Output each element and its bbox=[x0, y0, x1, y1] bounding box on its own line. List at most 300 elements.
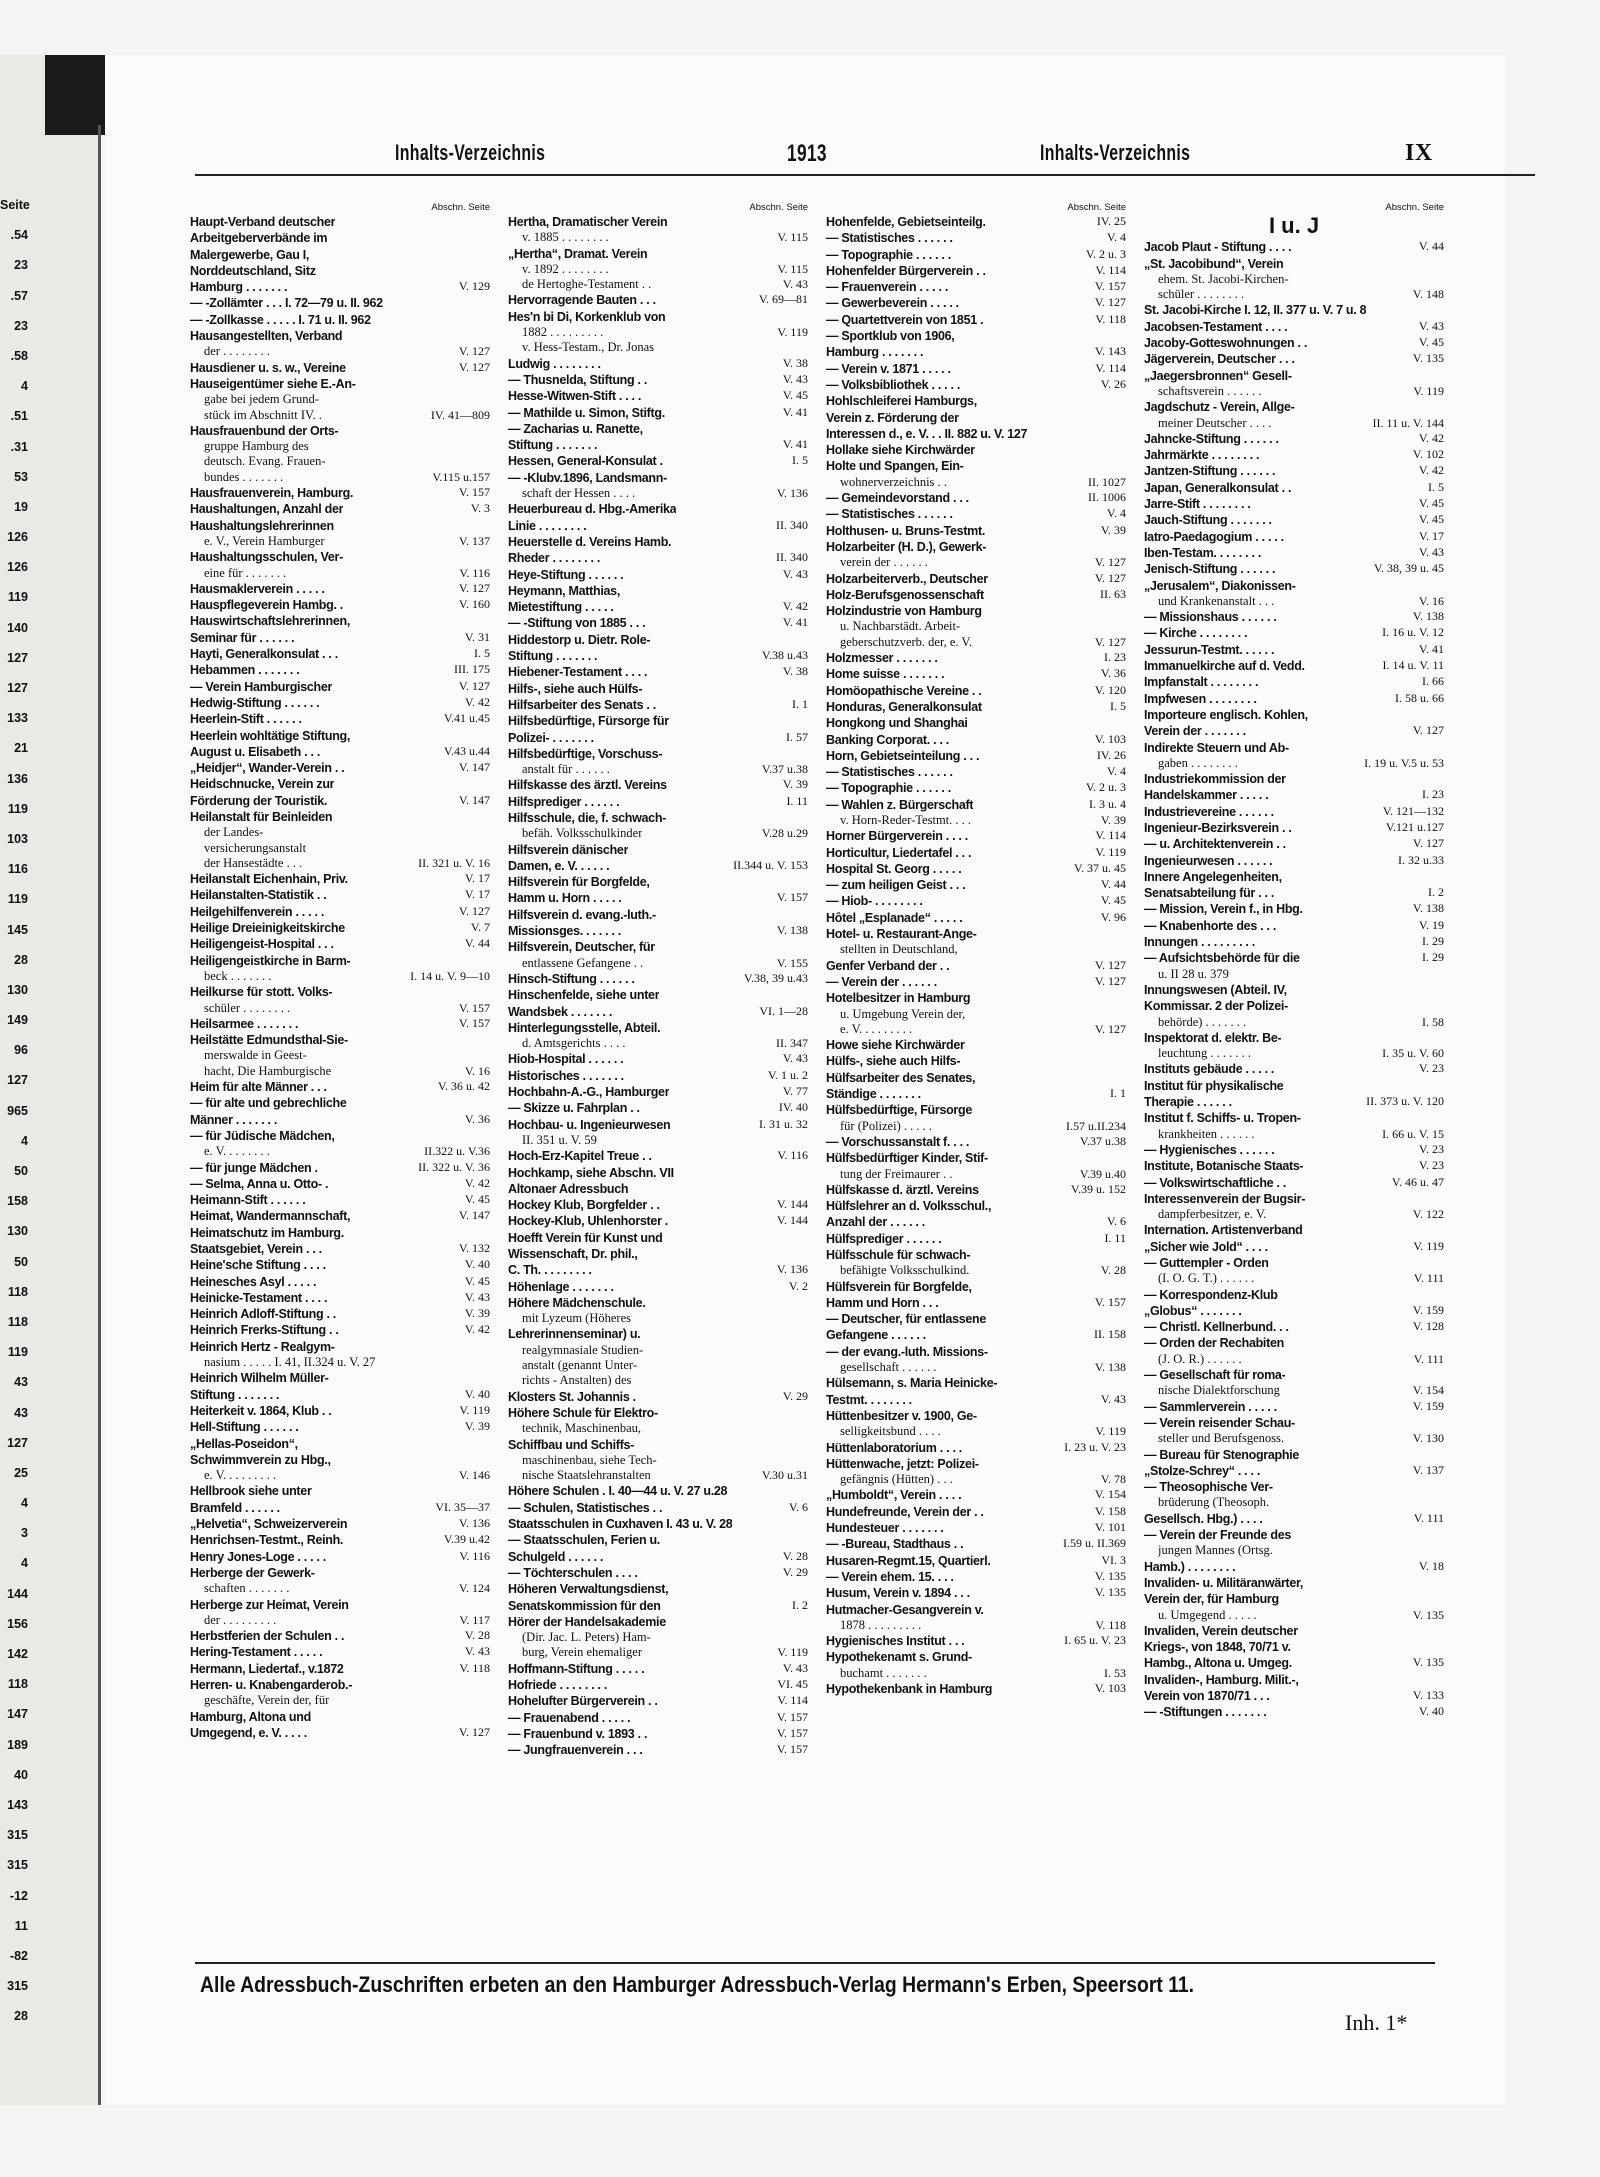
entry-reference bbox=[1438, 256, 1444, 272]
entry-name: Hülfslehrer an d. Volksschul., bbox=[826, 1199, 992, 1214]
entry-name: Jessurun-Testmt. . . . . . bbox=[1144, 642, 1275, 657]
entry-reference: V.39 u.40 bbox=[1079, 1166, 1126, 1181]
entry-reference bbox=[802, 1311, 808, 1326]
index-entry bbox=[1144, 496, 1444, 512]
index-entry bbox=[508, 730, 808, 746]
index-entry bbox=[1144, 512, 1444, 528]
entry-name: „Jerusalem“, Diakonissen- bbox=[1144, 578, 1296, 593]
entry-reference: V. 42 bbox=[782, 599, 808, 614]
adjacent-page-number: 50 bbox=[14, 1254, 28, 1269]
entry-reference: V. 69—81 bbox=[758, 292, 808, 307]
entry-reference bbox=[1120, 715, 1126, 731]
entry-reference: V. 135 bbox=[1412, 351, 1444, 366]
index-entry bbox=[1144, 1142, 1444, 1158]
entry-name: 1878 . . . . . . . . . bbox=[840, 1617, 922, 1632]
index-entry bbox=[190, 408, 490, 423]
entry-name: Hervorragende Bauten . . . bbox=[508, 293, 656, 308]
entry-reference: V. 43 bbox=[1418, 318, 1444, 333]
index-entry bbox=[1144, 1271, 1444, 1286]
index-entry bbox=[508, 1581, 808, 1597]
index-entry bbox=[508, 214, 808, 230]
entry-name: Hilfsverein, Deutscher, für bbox=[508, 940, 655, 955]
adjacent-page-number: 315 bbox=[7, 1858, 28, 1873]
footer-signature: Inh. 1* bbox=[1345, 2010, 1408, 2035]
entry-name: Instituts gebäude . . . . . bbox=[1144, 1062, 1275, 1077]
index-entry bbox=[826, 910, 1126, 926]
entry-reference: V. 42 bbox=[1418, 463, 1444, 478]
entry-name: — Aufsichtsbehörde für die bbox=[1144, 951, 1300, 966]
index-entry bbox=[190, 597, 490, 613]
entry-reference bbox=[802, 1230, 808, 1246]
entry-reference bbox=[802, 1246, 808, 1262]
entry-reference: V. 157 bbox=[458, 1000, 490, 1015]
entry-reference: V. 138 bbox=[1094, 1360, 1126, 1375]
entry-name: „Hellas-Poseidon“, bbox=[190, 1436, 298, 1451]
entry-reference: I. 35 u. V. 60 bbox=[1382, 1046, 1444, 1061]
entry-reference: V. 119 bbox=[1413, 1238, 1444, 1253]
entry-name: Missionsges. . . . . . . bbox=[508, 924, 621, 939]
entry-name: Hell-Stiftung . . . . . . bbox=[190, 1420, 299, 1435]
index-entry bbox=[826, 1666, 1126, 1681]
entry-name: versicherungsanstalt bbox=[204, 840, 307, 855]
index-entry bbox=[826, 361, 1126, 377]
index-entry bbox=[1144, 1110, 1444, 1126]
entry-reference bbox=[802, 1532, 808, 1548]
index-entry bbox=[190, 809, 490, 825]
entry-name: Hôtel „Esplanade“ . . . . . bbox=[826, 910, 963, 925]
index-entry bbox=[190, 1549, 490, 1565]
entry-reference: V. 136 bbox=[776, 486, 808, 501]
entry-reference: V. 103 bbox=[1094, 1681, 1126, 1696]
entry-reference: V. 36 bbox=[464, 1111, 490, 1126]
index-entry bbox=[1144, 1367, 1444, 1383]
entry-reference: V. 26 bbox=[1100, 376, 1126, 391]
entry-name: schaften . . . . . . . bbox=[204, 1581, 290, 1596]
adjacent-page-number: 130 bbox=[7, 982, 28, 997]
index-entry bbox=[190, 1387, 490, 1403]
entry-reference: V. 41 bbox=[782, 437, 808, 452]
index-entry bbox=[508, 372, 808, 388]
entry-name: Hülfsprediger . . . . . . bbox=[826, 1231, 942, 1246]
entry-name: u. II 28 u. 379 bbox=[1158, 966, 1229, 981]
entry-reference bbox=[1438, 1623, 1444, 1639]
entry-name: Heiligengeist-Hospital . . . bbox=[190, 937, 334, 952]
entry-name: Rheder . . . . . . . . bbox=[508, 551, 601, 566]
index-entry bbox=[826, 1150, 1126, 1166]
entry-name: Hes'n bi Di, Korkenklub von bbox=[508, 309, 666, 324]
entry-name: Hygienisches Institut . . . bbox=[826, 1634, 965, 1649]
entry-reference bbox=[1120, 1311, 1126, 1327]
entry-reference: V.38 u.43 bbox=[761, 648, 808, 663]
entry-name: Heilanstalt für Beinleiden bbox=[190, 809, 333, 824]
entry-reference bbox=[1438, 967, 1444, 982]
entry-reference bbox=[1438, 1335, 1444, 1351]
entry-name: schüler . . . . . . . . bbox=[1158, 287, 1245, 302]
index-entry bbox=[190, 920, 490, 936]
index-entry bbox=[190, 230, 490, 246]
entry-reference bbox=[1120, 1375, 1126, 1391]
index-entry bbox=[1144, 787, 1444, 803]
index-entry bbox=[190, 711, 490, 727]
entry-reference bbox=[484, 1565, 490, 1581]
index-entry bbox=[826, 230, 1126, 246]
entry-reference bbox=[1438, 998, 1444, 1014]
entry-reference: V. 42 bbox=[1418, 430, 1444, 445]
index-entry bbox=[508, 1598, 808, 1614]
index-entry bbox=[508, 1117, 808, 1133]
index-entry bbox=[1144, 998, 1444, 1014]
index-entry bbox=[826, 926, 1126, 942]
entry-reference bbox=[484, 776, 490, 792]
index-entry bbox=[190, 728, 490, 744]
entry-name: Hilfsschule, die, f. schwach- bbox=[508, 810, 667, 825]
entry-reference: V. 43 bbox=[464, 1289, 490, 1304]
entry-reference: V. 115 bbox=[777, 230, 808, 245]
entry-reference: V. 119 bbox=[1095, 1424, 1126, 1439]
entry-name: Senatskommission für den bbox=[508, 1598, 661, 1613]
entry-name: (Dir. Jac. L. Peters) Ham- bbox=[522, 1630, 651, 1645]
index-entry bbox=[190, 1613, 490, 1628]
index-entry bbox=[826, 1279, 1126, 1295]
entry-name: tung der Freimaurer . . bbox=[840, 1166, 953, 1181]
entry-name: — Jungfrauenverein . . . bbox=[508, 1743, 643, 1758]
entry-name: deutsch. Evang. Frauen- bbox=[204, 454, 326, 469]
entry-name: Hülfsbedürftige, Fürsorge bbox=[826, 1103, 972, 1118]
index-entry bbox=[826, 1618, 1126, 1633]
entry-name: Importeure englisch. Kohlen, bbox=[1144, 707, 1308, 722]
index-entry bbox=[190, 1032, 490, 1048]
entry-name: beck . . . . . . . bbox=[204, 968, 272, 983]
index-entry bbox=[508, 1197, 808, 1213]
entry-name: Hülfsarbeiter des Senates, bbox=[826, 1070, 976, 1085]
entry-name: Höhenlage . . . . . . . bbox=[508, 1279, 614, 1294]
entry-reference: V.28 u.29 bbox=[761, 826, 808, 841]
entry-reference: V. 122 bbox=[1412, 1207, 1444, 1222]
header-right-title: Inhalts-Verzeichnis bbox=[1040, 140, 1191, 165]
index-entry bbox=[1144, 1030, 1444, 1046]
entry-reference: I. 66 bbox=[1422, 674, 1444, 689]
entry-reference: II. 11 u. V. 144 bbox=[1372, 415, 1444, 430]
entry-reference: V. 45 bbox=[464, 1192, 490, 1207]
entry-name: — -Stiftung von 1885 . . . bbox=[508, 616, 646, 631]
index-entry bbox=[826, 893, 1126, 909]
index-entry bbox=[826, 1231, 1126, 1247]
adjacent-page-number: 158 bbox=[7, 1194, 28, 1209]
index-entry bbox=[826, 377, 1126, 393]
entry-name: — Topographie . . . . . . bbox=[826, 247, 951, 262]
index-entry bbox=[826, 1649, 1126, 1665]
adjacent-page-number: 142 bbox=[7, 1647, 28, 1661]
entry-name: Jarre-Stift . . . . . . . . bbox=[1144, 497, 1251, 512]
index-entry bbox=[508, 340, 808, 355]
index-entry bbox=[508, 1630, 808, 1645]
index-entry bbox=[190, 1677, 490, 1693]
entry-reference: II.322 u. V.36 bbox=[424, 1144, 490, 1159]
index-entry bbox=[826, 845, 1126, 861]
index-entry bbox=[190, 613, 490, 629]
entry-reference bbox=[802, 583, 808, 599]
index-entry bbox=[508, 453, 808, 469]
index-entry bbox=[1144, 416, 1444, 431]
entry-name: Iben-Testam. . . . . . . . bbox=[1144, 545, 1261, 560]
adjacent-page-number: 140 bbox=[7, 620, 28, 635]
entry-name: Wissenschaft, Dr. phil., bbox=[508, 1247, 638, 1261]
entry-reference: V. 135 bbox=[1412, 1655, 1444, 1670]
index-entry bbox=[826, 1198, 1126, 1214]
entry-reference: II. 1006 bbox=[1088, 490, 1126, 505]
entry-reference: V. 129 bbox=[458, 279, 490, 294]
entry-name: Hering-Testament . . . . . bbox=[190, 1645, 323, 1660]
entry-reference: V. 127 bbox=[1094, 570, 1126, 585]
index-entry bbox=[190, 344, 490, 359]
entry-name: II. 351 u. V. 59 bbox=[522, 1132, 597, 1147]
index-entry bbox=[508, 923, 808, 939]
index-entry bbox=[826, 214, 1126, 230]
index-entry bbox=[508, 1295, 808, 1311]
entry-name: bundes . . . . . . . bbox=[204, 469, 284, 484]
entry-reference bbox=[1120, 426, 1126, 442]
index-entry bbox=[826, 312, 1126, 328]
adjacent-page-number: 28 bbox=[14, 952, 28, 967]
entry-name: Heinrich Hertz - Realgym- bbox=[190, 1339, 335, 1354]
entry-reference: V. 78 bbox=[1100, 1472, 1126, 1487]
index-entry bbox=[1144, 740, 1444, 756]
entry-name: stück im Abschnitt IV. . bbox=[204, 407, 322, 422]
entry-reference: I. 3 u. 4 bbox=[1089, 796, 1126, 811]
entry-reference bbox=[802, 810, 808, 826]
entry-reference bbox=[1120, 1070, 1126, 1086]
entry-name: Bramfeld . . . . . . bbox=[190, 1500, 280, 1515]
adjacent-page-number: 25 bbox=[14, 1465, 28, 1480]
index-entry bbox=[190, 485, 490, 501]
entry-reference: V. 43 bbox=[782, 1660, 808, 1675]
entry-reference: V. 3 bbox=[470, 501, 490, 516]
entry-name: — Frauenverein . . . . . bbox=[826, 280, 949, 295]
adjacent-page-number: 127 bbox=[7, 650, 28, 665]
index-entry bbox=[190, 1144, 490, 1159]
entry-name: Hüttenlaboratorium . . . . bbox=[826, 1440, 962, 1455]
entry-name: Gefangene . . . . . . bbox=[826, 1328, 926, 1343]
adjacent-page-number: 315 bbox=[7, 1979, 28, 1994]
index-column-1 bbox=[190, 200, 490, 1910]
index-entry bbox=[1144, 1207, 1444, 1222]
entry-reference bbox=[802, 1614, 808, 1630]
entry-reference bbox=[484, 454, 490, 469]
entry-name: Staatsschulen in Cuxhaven I. 43 u. V. 28 bbox=[508, 1517, 733, 1532]
index-entry bbox=[190, 1581, 490, 1596]
index-entry bbox=[826, 1070, 1126, 1086]
entry-name: Hochbau- u. Ingenieurwesen bbox=[508, 1117, 671, 1132]
header-year: 1913 bbox=[787, 140, 827, 167]
entry-reference: I. 1 bbox=[1110, 1086, 1126, 1101]
entry-name: Hilfsbedürftige, Fürsorge für bbox=[508, 714, 669, 729]
index-entry bbox=[826, 603, 1126, 619]
entry-reference: V. 127 bbox=[1412, 723, 1444, 738]
entry-reference bbox=[1438, 1110, 1444, 1126]
entry-name: Schulgeld . . . . . . bbox=[508, 1549, 604, 1564]
entry-reference: V. 41 bbox=[1418, 641, 1444, 656]
adjacent-page-number: 43 bbox=[14, 1375, 28, 1390]
index-entry bbox=[826, 797, 1126, 813]
entry-name: gaben . . . . . . . . bbox=[1158, 755, 1238, 770]
entry-name: für (Polizei) . . . . . bbox=[840, 1118, 932, 1133]
entry-name: — Gesellschaft für roma- bbox=[1144, 1368, 1286, 1383]
index-entry bbox=[1144, 1061, 1444, 1077]
entry-name: Heuerbureau d. Hbg.-Amerika bbox=[508, 502, 677, 517]
entry-reference bbox=[1438, 1191, 1444, 1207]
entry-reference bbox=[1120, 1408, 1126, 1424]
entry-reference: V. 2 bbox=[788, 1278, 808, 1293]
entry-reference: V. 157 bbox=[776, 890, 808, 905]
entry-name: u. Umgebung Verein der, bbox=[840, 1006, 966, 1021]
entry-reference: V. 119 bbox=[1413, 383, 1444, 398]
entry-reference: I. 14 u. V. 11 bbox=[1382, 658, 1444, 673]
entry-name: — Skizze u. Fahrplan . . bbox=[508, 1101, 640, 1116]
entry-name: Verein der . . . . . . . bbox=[1144, 724, 1246, 739]
entry-name: entlassene Gefangene . . bbox=[522, 955, 644, 970]
index-entry bbox=[508, 971, 808, 987]
entry-reference: V. 154 bbox=[1094, 1487, 1126, 1502]
index-entry bbox=[508, 1677, 808, 1693]
entry-name: Interessenverein der Bugsir- bbox=[1144, 1191, 1306, 1206]
index-entry bbox=[1144, 1495, 1444, 1510]
entry-reference bbox=[802, 1437, 808, 1453]
entry-reference: V. 137 bbox=[1412, 1462, 1444, 1477]
entry-name: Heinicke-Testament . . . . bbox=[190, 1290, 328, 1305]
entry-reference: II.344 u. V. 153 bbox=[733, 857, 808, 872]
entry-name: Wandsbek . . . . . . . bbox=[508, 1004, 613, 1019]
index-entry bbox=[826, 539, 1126, 555]
entry-reference: V.37 u.38 bbox=[761, 762, 808, 777]
index-entry bbox=[190, 454, 490, 469]
entry-name: Jacobsen-Testament . . . . bbox=[1144, 319, 1288, 334]
index-entry bbox=[826, 1214, 1126, 1230]
index-entry bbox=[508, 567, 808, 583]
index-entry bbox=[508, 262, 808, 277]
index-entry bbox=[508, 1437, 808, 1453]
entry-name: Innungen . . . . . . . . . bbox=[1144, 935, 1255, 950]
entry-reference: V. 136 bbox=[776, 1262, 808, 1277]
index-entry bbox=[190, 936, 490, 952]
index-entry bbox=[190, 1516, 490, 1532]
index-entry bbox=[190, 1709, 490, 1725]
index-entry bbox=[508, 794, 808, 810]
index-entry bbox=[190, 1064, 490, 1079]
index-entry bbox=[826, 458, 1126, 474]
entry-reference: V. 124 bbox=[458, 1581, 490, 1596]
entry-name: — Schulen, Statistisches . . bbox=[508, 1500, 663, 1515]
entry-name: Lehrerinnenseminar) u. bbox=[508, 1327, 641, 1342]
entry-name: Heilanstalt Eichenhain, Priv. bbox=[190, 872, 348, 887]
entry-reference: I. 31 u. 32 bbox=[759, 1116, 808, 1131]
entry-reference: II. 63 bbox=[1100, 586, 1126, 601]
index-entry bbox=[508, 697, 808, 713]
index-entry bbox=[1144, 885, 1444, 901]
entry-reference bbox=[1438, 1639, 1444, 1655]
index-entry bbox=[826, 1167, 1126, 1182]
entry-name: Jahncke-Stiftung . . . . . . bbox=[1144, 431, 1279, 446]
index-entry bbox=[826, 1247, 1126, 1263]
index-entry bbox=[1144, 918, 1444, 934]
entry-name: „Jaegersbronnen“ Gesell- bbox=[1144, 368, 1292, 383]
index-entry bbox=[190, 376, 490, 392]
entry-name: Impfwesen . . . . . . . . bbox=[1144, 691, 1257, 706]
entry-reference bbox=[1120, 442, 1126, 458]
index-entry bbox=[826, 974, 1126, 990]
entry-name: Heinrich Wilhelm Müller- bbox=[190, 1371, 329, 1386]
index-entry bbox=[826, 1487, 1126, 1503]
entry-reference bbox=[484, 1452, 490, 1468]
index-entry bbox=[1144, 335, 1444, 351]
index-entry bbox=[190, 662, 490, 678]
entry-reference: V. 44 bbox=[1418, 239, 1444, 254]
entry-name: Hohenfelder Bürgerverein . . bbox=[826, 263, 986, 278]
entry-name: — Bureau für Stenographie bbox=[1144, 1447, 1300, 1462]
index-entry bbox=[190, 1565, 490, 1581]
index-entry bbox=[190, 1290, 490, 1306]
entry-name: v. 1885 . . . . . . . . bbox=[522, 230, 609, 245]
entry-reference: V. 1 u. 2 bbox=[767, 1067, 808, 1082]
entry-reference: V. 143 bbox=[1094, 344, 1126, 359]
index-entry bbox=[508, 325, 808, 340]
entry-reference: I. 58 bbox=[1422, 1014, 1444, 1029]
entry-reference bbox=[484, 1032, 490, 1048]
entry-name: burg, Verein ehemaliger bbox=[522, 1645, 642, 1660]
entry-reference bbox=[1120, 458, 1126, 474]
entry-reference: V.115 u.157 bbox=[432, 469, 490, 484]
entry-reference: V. 16 bbox=[464, 1063, 490, 1078]
entry-name: Ständige . . . . . . . bbox=[826, 1087, 921, 1102]
index-entry bbox=[826, 1360, 1126, 1375]
index-entry bbox=[190, 312, 490, 328]
adjacent-page-number: 144 bbox=[7, 1586, 28, 1601]
entry-reference bbox=[484, 953, 490, 969]
adjacent-page-number: -12 bbox=[9, 1888, 28, 1903]
index-entry bbox=[190, 1274, 490, 1290]
adjacent-page-number: 19 bbox=[14, 499, 28, 514]
entry-reference: V. 40 bbox=[464, 1386, 490, 1401]
index-entry bbox=[508, 599, 808, 615]
index-entry bbox=[1144, 1431, 1444, 1446]
entry-name: gesellschaft . . . . . . bbox=[840, 1360, 937, 1375]
adjacent-page-number: Seite bbox=[0, 198, 30, 212]
index-entry bbox=[1144, 982, 1444, 998]
entry-reference bbox=[1438, 1287, 1444, 1303]
entry-reference: V. 37 u. 45 bbox=[1073, 860, 1126, 875]
entry-name: „Sicher wie Jold“ . . . . bbox=[1144, 1239, 1268, 1254]
entry-reference bbox=[802, 746, 808, 762]
index-entry bbox=[508, 421, 808, 437]
entry-reference bbox=[1120, 619, 1126, 634]
entry-reference bbox=[1120, 1602, 1126, 1618]
entry-name: Testmt. . . . . . . . bbox=[826, 1392, 912, 1407]
index-entry bbox=[190, 360, 490, 376]
entry-name: Hellbrook siehe unter bbox=[190, 1484, 312, 1499]
entry-name: — Guttempler - Orden bbox=[1144, 1256, 1269, 1270]
entry-name: Förderung der Touristik. bbox=[190, 793, 328, 808]
entry-name: Herberge zur Heimat, Verein bbox=[190, 1597, 349, 1612]
entry-reference: I. 29 bbox=[1422, 950, 1444, 965]
entry-name: „Heidjer“, Wander-Verein . . bbox=[190, 761, 345, 776]
index-entry bbox=[190, 1693, 490, 1708]
index-entry bbox=[190, 1225, 490, 1241]
entry-reference: V. 43 bbox=[782, 1051, 808, 1066]
entry-name: Hülsemann, s. Maria Heinicke- bbox=[826, 1376, 998, 1391]
entry-reference bbox=[1438, 1591, 1444, 1607]
entry-reference: V. 117 bbox=[459, 1612, 490, 1627]
entry-name: Hohlschleiferei Hamburgs, bbox=[826, 394, 977, 409]
index-entry bbox=[1144, 658, 1444, 674]
